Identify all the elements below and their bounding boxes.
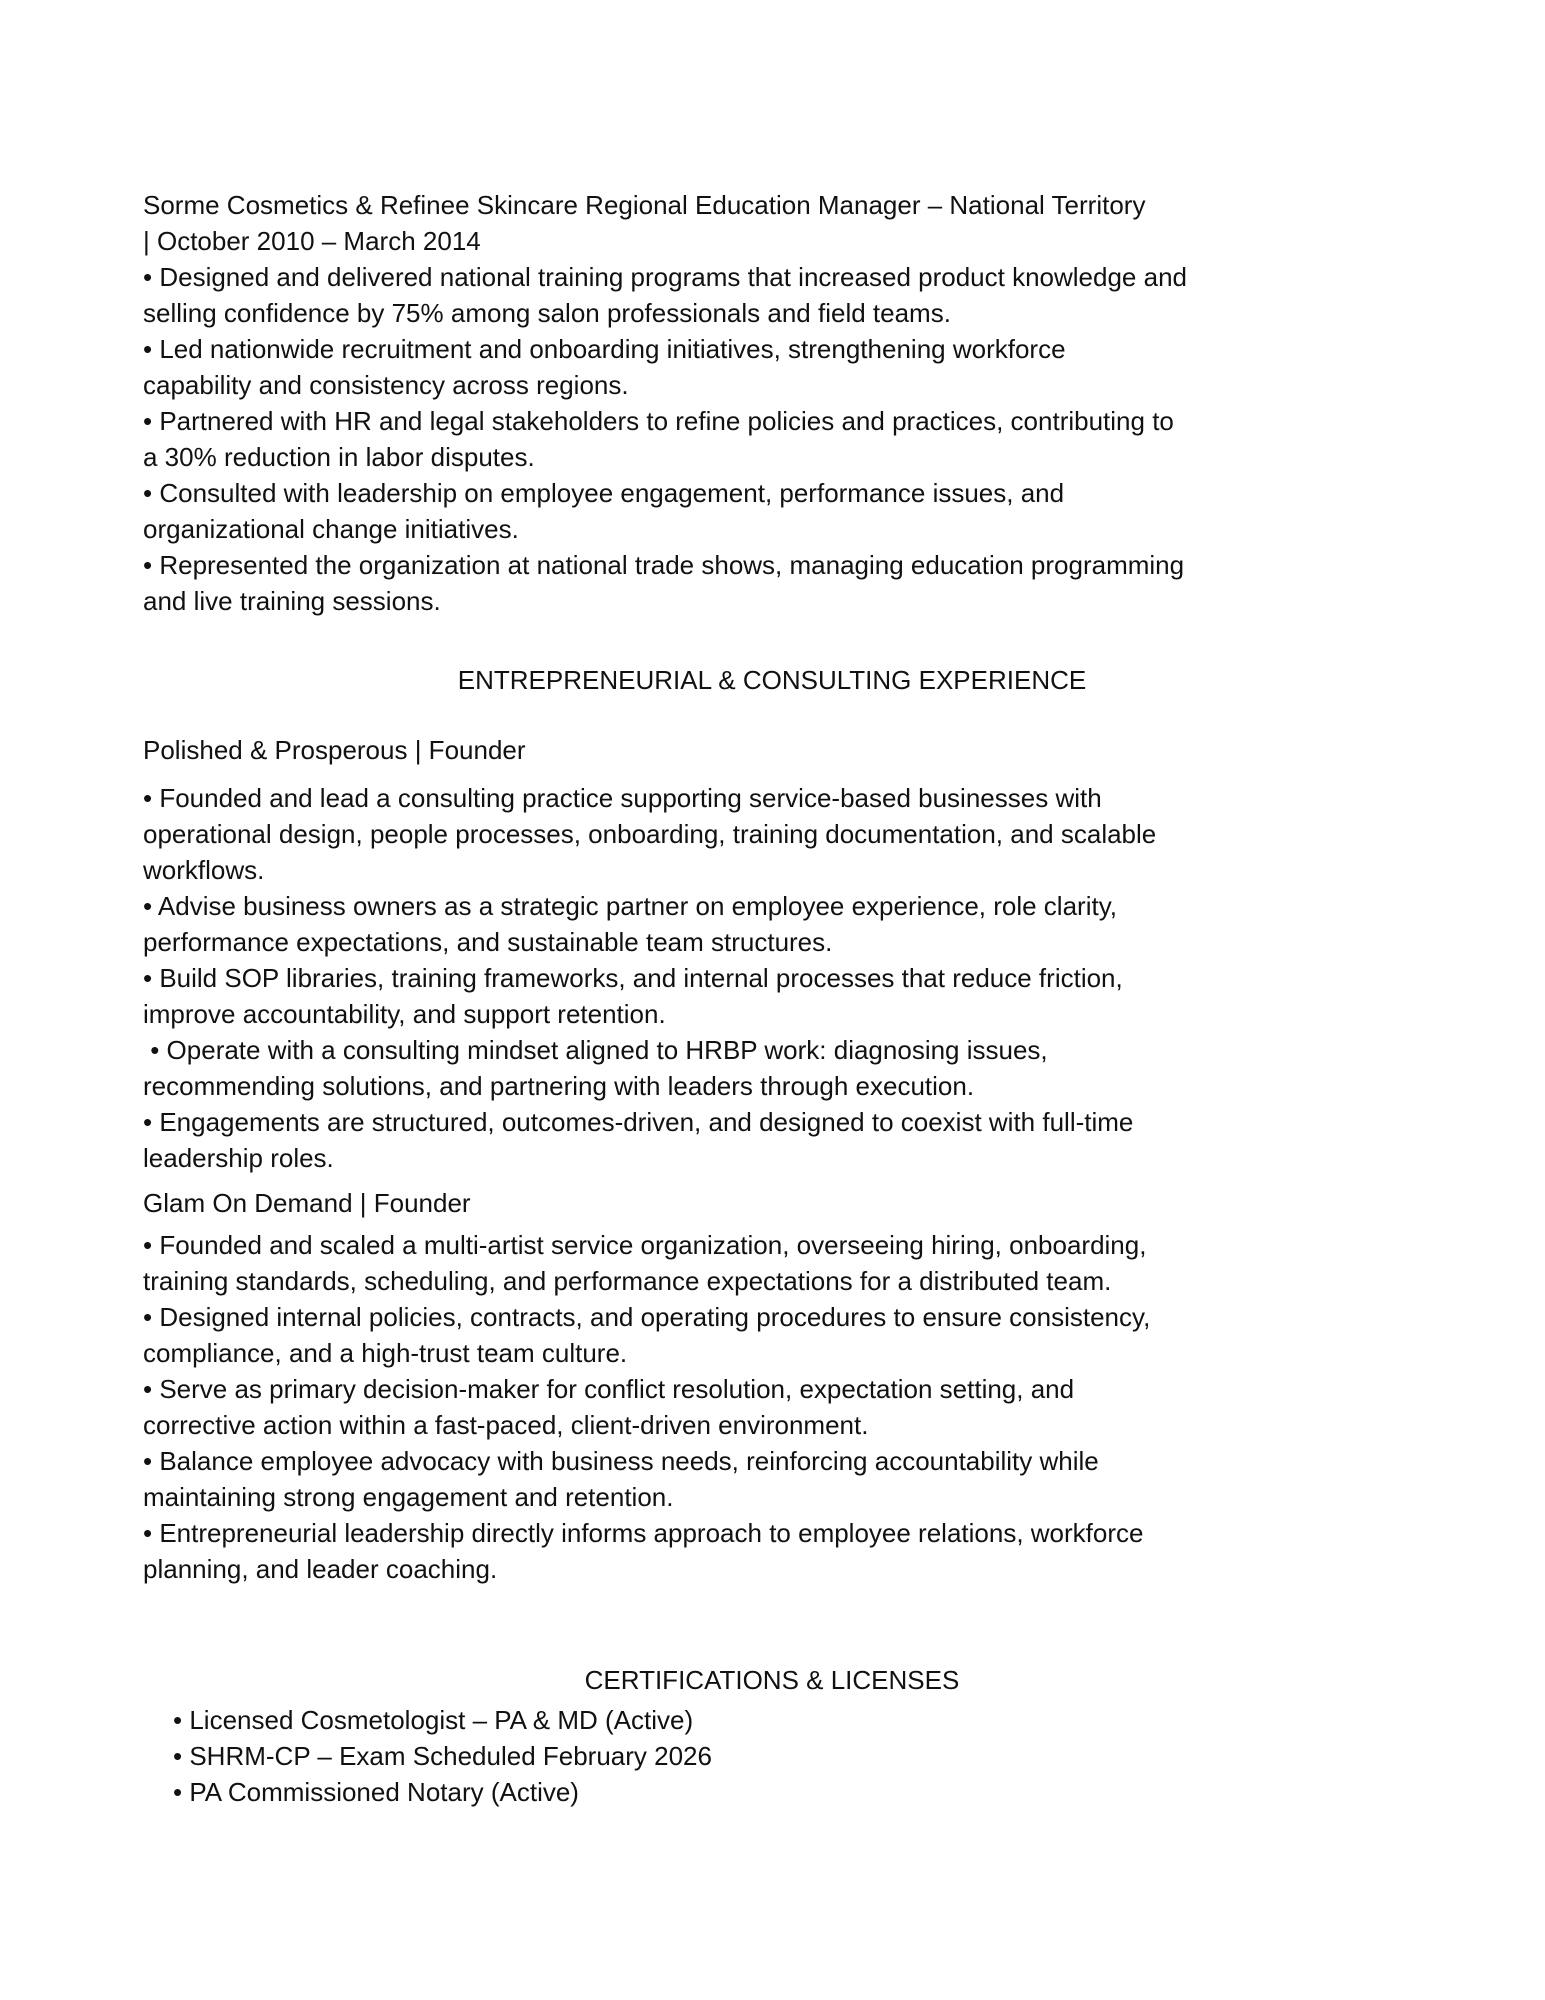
bullet-line: training standards, scheduling, and performance expectations for a distributed team. [143,1266,1112,1296]
bullet-line: • Serve as primary decision-maker for conflict resolution, expectation setting, and [143,1374,1075,1404]
bullet-line: performance expectations, and sustainable team structures. [143,927,833,957]
bullet-line: • Balance employee advocacy with business needs, reinforcing accountability while [143,1446,1099,1476]
bullet-item [143,1104,1401,1176]
section-heading-entrepreneurial: ENTREPRENEURIAL & CONSULTING EXPERIENCE [457,665,1087,695]
bullet-item [143,780,1401,888]
bullet-line: operational design, people processes, onboarding, training documentation, and scalable [143,819,1157,849]
bullet-item [143,1299,1401,1371]
bullet-line: corrective action within a fast-paced, client-driven environment. [143,1410,869,1440]
bullet-line: planning, and leader coaching. [143,1554,498,1584]
certification-item [173,1774,1401,1810]
bullet-line: • PA Commissioned Notary (Active) [173,1777,579,1807]
bullet-line: • Partnered with HR and legal stakeholders to refine policies and practices, contributing to [143,406,1174,436]
certifications-bullet-list [143,1702,1401,1810]
bullet-line: • Advise business owners as a strategic partner on employee experience, role clarity, [143,891,1117,921]
bullet-item [143,1032,1401,1104]
bullet-line: • Represented the organization at national trade shows, managing education programming [143,550,1185,580]
bullet-item [143,888,1401,960]
bullet-line: • Led nationwide recruitment and onboarding initiatives, strengthening workforce [143,334,1066,364]
section-heading-certifications: CERTIFICATIONS & LICENSES [584,1665,960,1695]
company-title-glam-on-demand: Glam On Demand | Founder [143,1188,471,1218]
bullet-item [143,960,1401,1032]
bullet-line: a 30% reduction in labor disputes. [143,442,535,472]
bullet-line: maintaining strong engagement and retention. [143,1482,674,1512]
bullet-line: • Designed and delivered national training programs that increased product knowledge and [143,262,1187,292]
bullet-line: • SHRM-CP – Exam Scheduled February 2026 [173,1741,712,1771]
polished-prosperous-bullet-list [143,780,1401,1176]
certification-item [173,1702,1401,1738]
bullet-item [143,1443,1401,1515]
bullet-line: improve accountability, and support retention. [143,999,666,1029]
job-dates-line: | October 2010 – March 2014 [143,226,481,256]
bullet-item [143,259,1401,331]
bullet-line: selling confidence by 75% among salon professionals and field teams. [143,298,951,328]
bullet-line: recommending solutions, and partnering with leaders through execution. [143,1071,975,1101]
glam-on-demand-bullet-list [143,1227,1401,1587]
bullet-item [143,475,1401,547]
bullet-line: compliance, and a high-trust team culture. [143,1338,628,1368]
bullet-item [143,1371,1401,1443]
bullet-line: organizational change initiatives. [143,514,519,544]
bullet-line: • Founded and scaled a multi-artist service organization, overseeing hiring, onboarding, [143,1230,1147,1260]
bullet-line: leadership roles. [143,1143,334,1173]
job-header [143,187,1401,259]
bullet-item [143,331,1401,403]
bullet-line: capability and consistency across regions. [143,370,629,400]
resume-content [143,187,1401,1810]
bullet-line: • Engagements are structured, outcomes-driven, and designed to coexist with full-time [143,1107,1134,1137]
job-bullet-list [143,259,1401,619]
bullet-line: and live training sessions. [143,586,441,616]
job-title-line: Sorme Cosmetics & Refinee Skincare Regional Education Manager – National Territory [143,190,1146,220]
certification-item [173,1738,1401,1774]
bullet-line: • Build SOP libraries, training frameworks, and internal processes that reduce friction, [143,963,1123,993]
bullet-line: workflows. [143,855,265,885]
bullet-item [143,403,1401,475]
bullet-item [143,547,1401,619]
bullet-line: • Founded and lead a consulting practice supporting service-based businesses with [143,783,1102,813]
bullet-line: • Licensed Cosmetologist – PA & MD (Active) [173,1705,694,1735]
bullet-line: • Consulted with leadership on employee engagement, performance issues, and [143,478,1065,508]
company-title-polished-prosperous: Polished & Prosperous | Founder [143,735,526,765]
bullet-item [143,1515,1401,1587]
bullet-item [143,1227,1401,1299]
bullet-line: • Operate with a consulting mindset aligned to HRBP work: diagnosing issues, [143,1035,1048,1065]
bullet-line: • Entrepreneurial leadership directly informs approach to employee relations, workforce [143,1518,1144,1548]
bullet-line: • Designed internal policies, contracts, and operating procedures to ensure consistency, [143,1302,1151,1332]
